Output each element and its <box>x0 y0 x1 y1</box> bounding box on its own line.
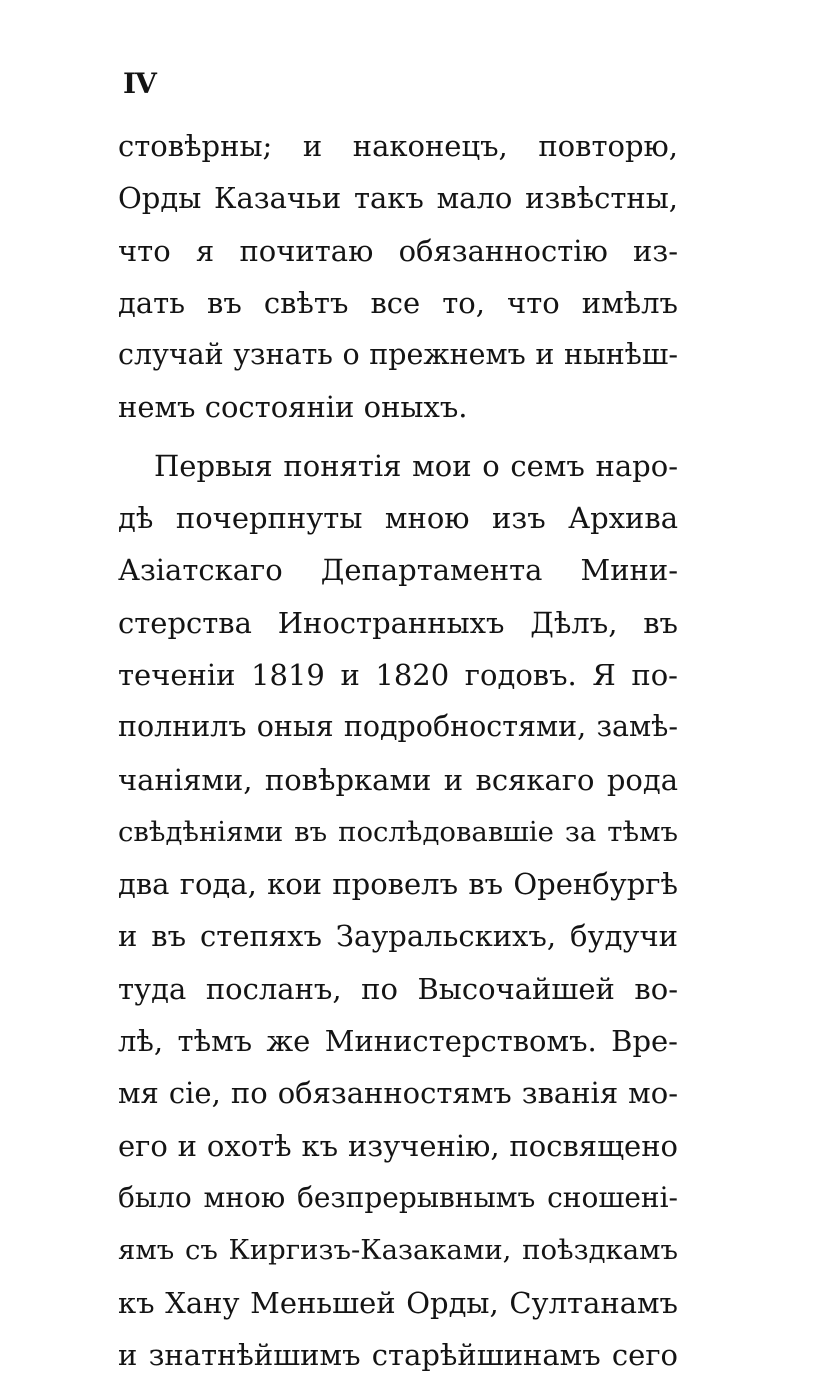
paragraph <box>118 120 678 434</box>
text-line: Первыя понятія мои о семъ наро- <box>154 448 678 483</box>
text-line: немъ состояніи оныхъ. <box>118 390 468 425</box>
text-line: было мною безпрерывнымъ сношені- <box>118 1180 678 1214</box>
text-line: Азіатскаго Департамента Мини- <box>118 553 678 588</box>
text-line: стерства Иностранныхъ Дѣлъ, въ <box>118 605 678 640</box>
text-line: чаніями, повѣрками и всякаго рода <box>118 762 678 797</box>
text-line: стовѣрны; и наконецъ, повторю, <box>118 129 678 163</box>
text-line: что я почитаю обязанностію из- <box>118 233 678 268</box>
text-line: дѣ почерпнуты мною изъ Архива <box>118 501 678 536</box>
text-line: случай узнать о прежнемъ и нынѣш- <box>118 338 678 372</box>
text-line: его и охотѣ къ изученію, посвящено <box>118 1128 678 1163</box>
text-line: туда посланъ, по Высочайшей во- <box>118 971 678 1006</box>
text-line: теченіи 1819 и 1820 годовъ. Я по- <box>118 657 678 692</box>
text-line: полнилъ оныя подробностями, замѣ- <box>118 710 678 744</box>
text-line: къ Хану Меньшей Орды, Султанамъ <box>118 1285 678 1320</box>
body-text <box>118 120 678 1381</box>
text-line: ямъ съ Киргизъ-Казаками, поѣздкамъ <box>118 1234 678 1267</box>
text-line: и въ степяхъ Зауральскихъ, будучи <box>118 919 678 954</box>
text-line: и знатнѣйшимъ старѣйшинамъ сего <box>118 1337 678 1372</box>
paragraph <box>118 440 678 1381</box>
text-line: дать въ свѣтъ все то, что имѣлъ <box>118 285 678 320</box>
text-line: мя сіе, по обязанностямъ званія мо- <box>118 1076 678 1111</box>
text-line: два года, кои провелъ въ Оренбургѣ <box>118 867 678 902</box>
text-line: Орды Казачьи такъ мало извѣстны, <box>118 181 678 216</box>
text-line: лѣ, тѣмъ же Министерствомъ. Вре- <box>118 1024 678 1059</box>
text-line: свѣдѣніями въ послѣдовавшіе за тѣмъ <box>118 815 678 848</box>
page-number: IV <box>123 67 156 100</box>
